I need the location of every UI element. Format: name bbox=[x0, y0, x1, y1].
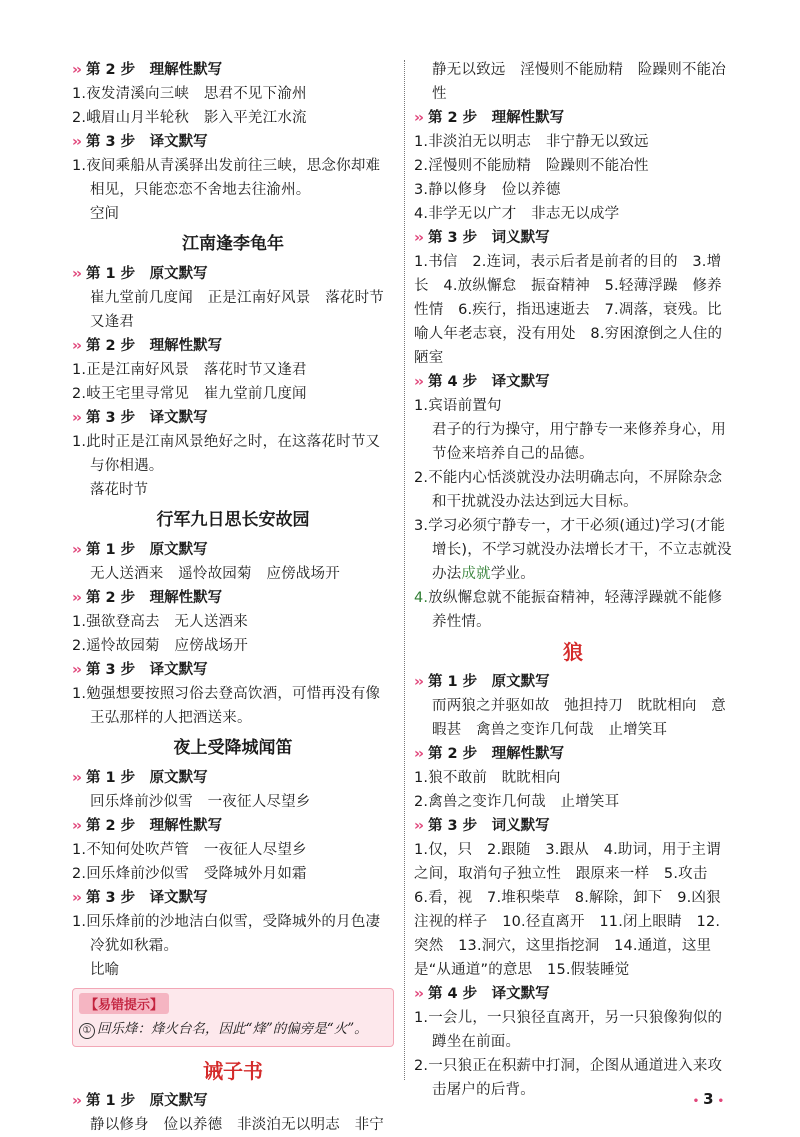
answer-line: 1.夜间乘船从青溪驿出发前往三峡，思念你却难相见，只能恋恋不舍地去往渝州。 bbox=[72, 158, 381, 198]
answer-line: 1.此时正是江南风景绝好之时，在这落花时节又与你相遇。 bbox=[72, 434, 381, 474]
double-chevron-icon: ›› bbox=[414, 230, 422, 246]
step-heading: ›› 第 1 步 原文默写 bbox=[72, 266, 208, 282]
answer-line: 1.一会儿，一只狼径直离开，另一只狼像狗似的蹲坐在前面。 bbox=[414, 1010, 723, 1050]
answer-line: 1.正是江南好风景 落花时节又逢君 bbox=[72, 362, 307, 378]
step-heading: ›› 第 2 步 理解性默写 bbox=[72, 62, 223, 78]
error-hint-box bbox=[72, 988, 394, 1047]
double-chevron-icon: ›› bbox=[72, 770, 80, 786]
step-heading: ›› 第 2 步 理解性默写 bbox=[72, 590, 223, 606]
double-chevron-icon: ›› bbox=[72, 134, 80, 150]
answer-line: 1.不知何处吹芦管 一夜征人尽望乡 bbox=[72, 842, 307, 858]
left-column bbox=[72, 58, 394, 1137]
double-chevron-icon: ›› bbox=[414, 818, 422, 834]
double-chevron-icon: ›› bbox=[414, 746, 422, 762]
double-chevron-icon: ›› bbox=[414, 374, 422, 390]
double-chevron-icon: ›› bbox=[72, 266, 80, 282]
answer-line: 1.回乐烽前的沙地洁白似雪，受降城外的月色凄冷犹如秋霜。 bbox=[72, 914, 381, 954]
answer-line: 2.遥怜故园菊 应傍战场开 bbox=[72, 638, 248, 654]
answer-line: 1.仅，只 2.跟随 3.跟从 4.助词，用于主谓之间，取消句子独立性 跟原来一样 5.攻击 6.看，视 7.堆积柴草 8.解除，卸下 9.凶狠注视的样子 10.径直离开 11.闭上眼睛 12.突然 13.洞穴，这里指挖洞 14.通道，这里是“从通道”的意思 15.假装睡觉 bbox=[414, 842, 723, 978]
poem-title: 夜上受降城闻笛 bbox=[173, 738, 293, 758]
step-heading: ›› 第 1 步 原文默写 bbox=[72, 1093, 208, 1109]
answer-line: 4.放纵懈怠就不能振奋精神，轻薄浮躁就不能修养性情。 bbox=[414, 590, 723, 630]
answer-line: 1.非淡泊无以明志 非宁静无以致远 bbox=[414, 134, 649, 150]
step-heading: ›› 第 3 步 译文默写 bbox=[72, 134, 208, 150]
error-hint-tag: 【易错提示】 bbox=[79, 993, 169, 1014]
answer-line: 1.狼不敢前 眈眈相向 bbox=[414, 770, 561, 786]
answer-line: 回乐烽前沙似雪 一夜征人尽望乡 bbox=[90, 794, 311, 810]
step-heading: ›› 第 3 步 词义默写 bbox=[414, 230, 550, 246]
essay-title: 狼 bbox=[563, 640, 583, 664]
step-heading: ›› 第 1 步 原文默写 bbox=[414, 674, 550, 690]
double-chevron-icon: ›› bbox=[72, 542, 80, 558]
step-heading: ›› 第 3 步 译文默写 bbox=[72, 662, 208, 678]
answer-line: 1.强欲登高去 无人送酒来 bbox=[72, 614, 248, 630]
circled-number: ① bbox=[79, 1023, 95, 1039]
double-chevron-icon: ›› bbox=[72, 590, 80, 606]
answer-line: 静以修身 俭以养德 非淡泊无以明志 非宁 bbox=[90, 1117, 384, 1133]
answer-text: 比喻 bbox=[90, 962, 119, 978]
answer-text: 空间 bbox=[90, 206, 119, 222]
step-heading: ›› 第 3 步 译文默写 bbox=[72, 410, 208, 426]
step-heading: ›› 第 2 步 理解性默写 bbox=[414, 110, 565, 126]
answer-line: 2.岐王宅里寻常见 崔九堂前几度闻 bbox=[72, 386, 307, 402]
poem-title: 行军九日思长安故园 bbox=[156, 510, 310, 530]
answer-line: 而两狼之并驱如故 弛担持刀 眈眈相向 意暇甚 禽兽之变诈几何哉 止增笑耳 bbox=[432, 698, 726, 738]
answer-line: 1.书信 2.连词，表示后者是前者的目的 3.增长 4.放纵懈怠 振奋精神 5.轻薄浮躁 修养性情 6.疾行，指迅速逝去 7.凋落，衰残。比喻人年老志衰，没有用处 8.穷困潦倒之人住的陋室 bbox=[414, 254, 723, 366]
step-heading: ›› 第 3 步 译文默写 bbox=[72, 890, 208, 906]
double-chevron-icon: ›› bbox=[72, 62, 80, 78]
page-number: • 3 • bbox=[692, 1090, 724, 1108]
step-heading: ›› 第 4 步 译文默写 bbox=[414, 374, 550, 390]
step-heading: ›› 第 2 步 理解性默写 bbox=[72, 818, 223, 834]
answer-line: 1.宾语前置句 bbox=[414, 398, 502, 414]
answer-line: 2.回乐烽前沙似雪 受降城外月如霜 bbox=[72, 866, 307, 882]
poem-title: 江南逢李龟年 bbox=[182, 234, 284, 254]
double-chevron-icon: ›› bbox=[414, 674, 422, 690]
answer-line: 1.勉强想要按照习俗去登高饮酒，可惜再没有像王弘那样的人把酒送来。 bbox=[72, 686, 381, 726]
answer-line: 2.淫慢则不能励精 险躁则不能冶性 bbox=[414, 158, 649, 174]
column-divider bbox=[404, 60, 405, 1080]
step-heading: ›› 第 3 步 词义默写 bbox=[414, 818, 550, 834]
step-heading: ›› 第 1 步 原文默写 bbox=[72, 770, 208, 786]
answer-line: 静无以致远 淫慢则不能励精 险躁则不能冶性 bbox=[432, 62, 726, 102]
answer-line: 2.一只狼正在积薪中打洞，企图从通道进入来攻击屠户的后背。 bbox=[414, 1058, 723, 1098]
double-chevron-icon: ›› bbox=[72, 410, 80, 426]
double-chevron-icon: ›› bbox=[72, 1093, 80, 1109]
essay-title: 诫子书 bbox=[203, 1059, 263, 1083]
double-chevron-icon: ›› bbox=[414, 110, 422, 126]
answer-line: 崔九堂前几度闻 正是江南好风景 落花时节又逢君 bbox=[90, 290, 384, 330]
answer-line: 2.峨眉山月半轮秋 影入平羌江水流 bbox=[72, 110, 307, 126]
error-hint-text: ① 回乐烽：烽火台名，因此“烽”的偏旁是“火”。 bbox=[79, 1018, 387, 1040]
answer-line: 2.不能内心恬淡就没办法明确志向，不屏除杂念和干扰就没办法达到远大目标。 bbox=[414, 470, 723, 510]
double-chevron-icon: ›› bbox=[414, 986, 422, 1002]
answer-line: 无人送酒来 遥怜故园菊 应傍战场开 bbox=[90, 566, 340, 582]
double-chevron-icon: ›› bbox=[72, 818, 80, 834]
step-heading: ›› 第 1 步 原文默写 bbox=[72, 542, 208, 558]
double-chevron-icon: ›› bbox=[72, 662, 80, 678]
step-heading: ›› 第 4 步 译文默写 bbox=[414, 986, 550, 1002]
double-chevron-icon: ›› bbox=[72, 338, 80, 354]
right-column bbox=[414, 58, 732, 1102]
double-chevron-icon: ›› bbox=[72, 890, 80, 906]
answer-line: 君子的行为操守，用宁静专一来修养身心，用节俭来培养自己的品德。 bbox=[432, 422, 726, 462]
step-heading: ›› 第 2 步 理解性默写 bbox=[414, 746, 565, 762]
answer-line: 4.非学无以广才 非志无以成学 bbox=[414, 206, 620, 222]
answer-line: 3.学习必须宁静专一，才干必须(通过)学习(才能增长)，不学习就没办法增长才干，不立志就没办法成就学业。 bbox=[414, 518, 732, 582]
answer-line: 1.夜发清溪向三峡 思君不见下渝州 bbox=[72, 86, 307, 102]
answer-text: 落花时节 bbox=[90, 482, 148, 498]
answer-line: 2.禽兽之变诈几何哉 止增笑耳 bbox=[414, 794, 620, 810]
answer-line: 3.静以修身 俭以养德 bbox=[414, 182, 561, 198]
step-heading: ›› 第 2 步 理解性默写 bbox=[72, 338, 223, 354]
